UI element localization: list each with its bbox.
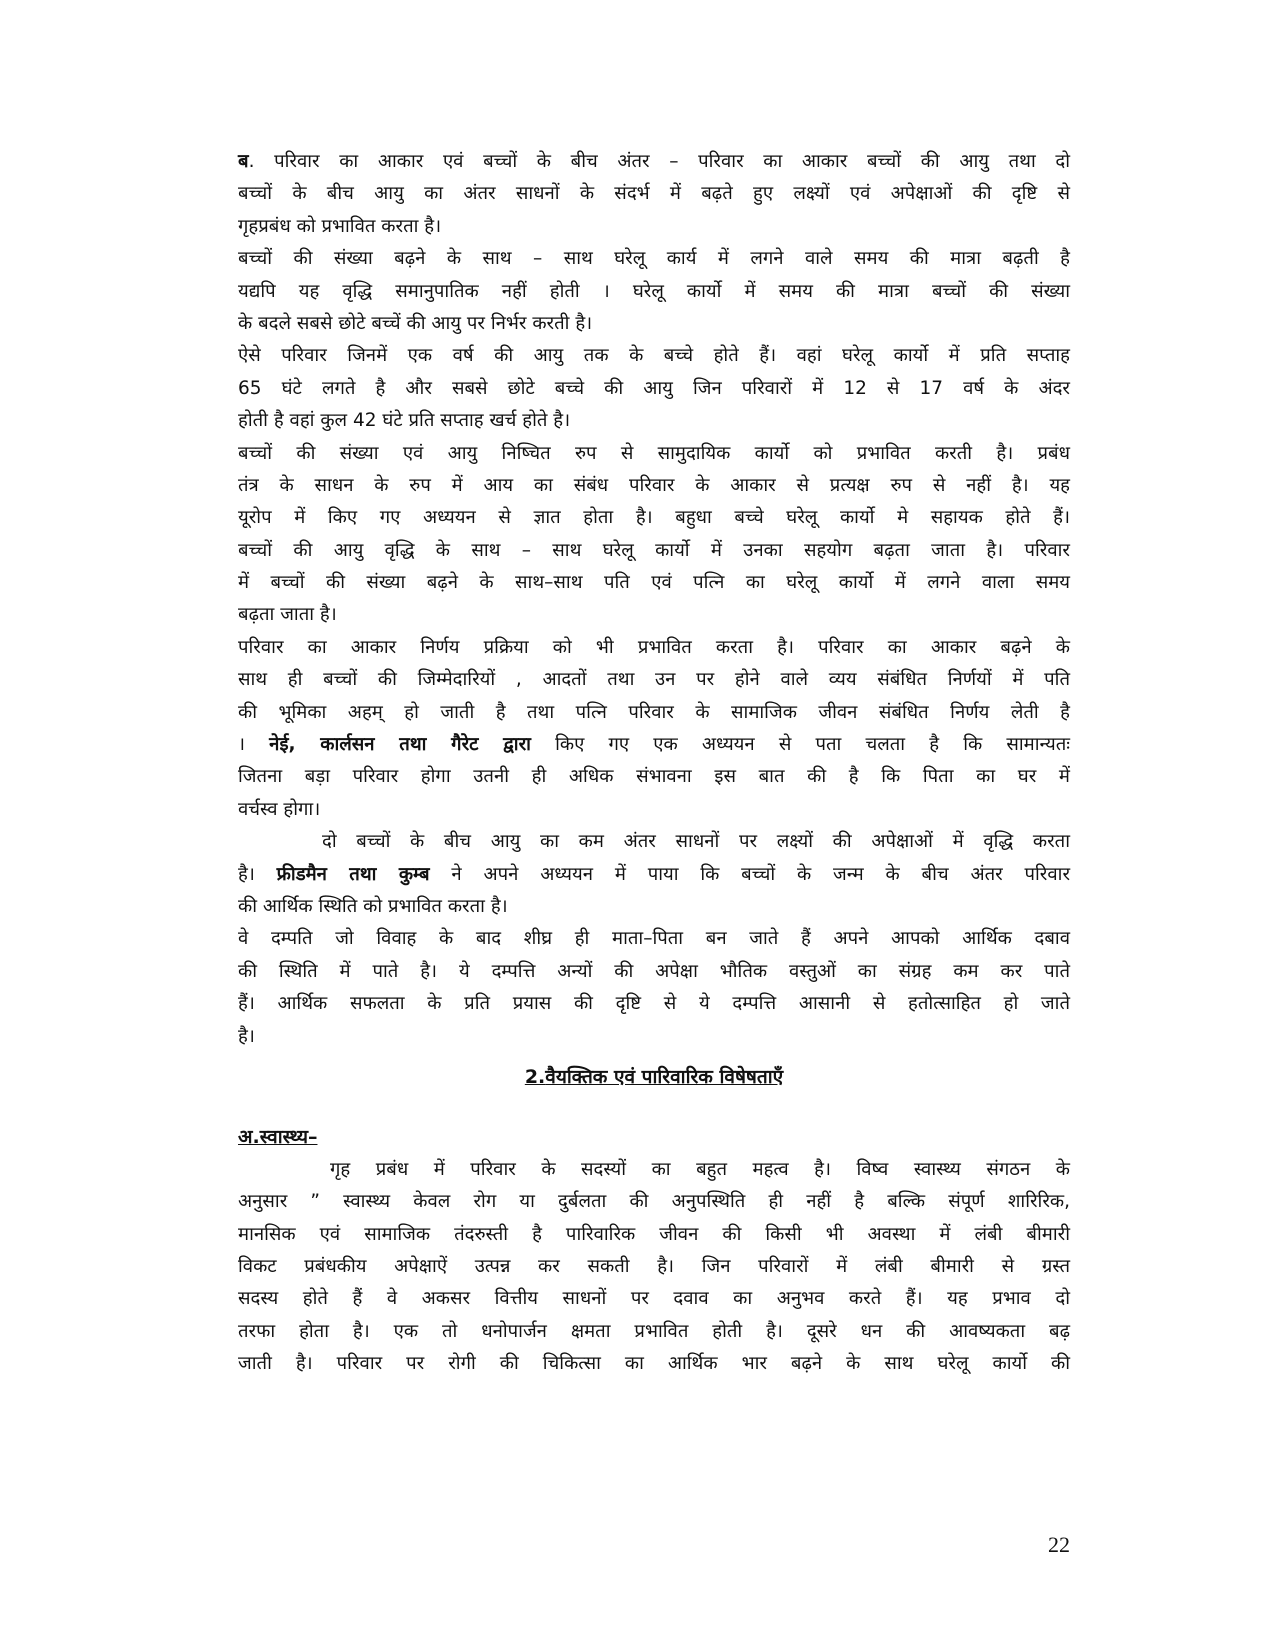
para-4-line-2: तंत्र के साधन के रुप में आय का संबंध परिवार के आकार से प्रत्यक्ष रुप से नहीं है। यह [238,474,1070,496]
section-heading-number: 2. [524,1065,546,1088]
health-line-1: गृह प्रबंध में परिवार के सदस्यों का बहुत महत्व है। विष्व स्वास्थ्य संगठन के [330,1158,1070,1180]
para-3-line-2: 65 घंटे लगते है और सबसे छोटे बच्चे की आयु जिन परिवारों में 12 से 17 वर्ष के अंदर [238,377,1070,399]
section-heading-title: वैयक्तिक एवं पारिवारिक विषेषताएँ [545,1065,784,1088]
section-b-line-1 [238,146,1070,178]
para-5-line-1: परिवार का आकार निर्णय प्रक्रिया को भी प्रभावित करता है। परिवार का आकार बढ़ने के [238,636,1070,658]
para-6-bold-names: फ्रीडमैन तथा कुम्ब [276,863,430,885]
para-4-line-5: में बच्चों की संख्या बढ़ने के साथ–साथ पति एवं पत्नि का घरेलू कार्यो में लगने वाला समय [238,572,1070,594]
para-5-line-6: वर्चस्व होगा। [238,798,321,820]
para-3-line-1: ऐसे परिवार जिनमें एक वर्ष की आयु तक के बच्चे होते हैं। वहां घरेलू कार्यो में प्रति सप्ताह [238,345,1070,367]
para-4-line-3: यूरोप में किए गए अध्ययन से ज्ञात होता है। बहुधा बच्चे घरेलू कार्यो मे सहायक होते हैं। [238,507,1070,529]
para-5-line-5: जितना बड़ा परिवार होगा उतनी ही अधिक संभावना इस बात की है कि पिता का घर में [238,766,1070,788]
health-line-3: मानसिक एवं सामाजिक तंदरुस्ती है पारिवारिक जीवन की किसी भी अवस्था में लंबी बीमारी [238,1223,1070,1245]
health-line-2: अनुसार ” स्वास्थ्य केवल रोग या दुर्बलता की अनुपस्थिति ही नहीं है बल्कि संपूर्ण शारिरिक, [238,1191,1070,1213]
para-6-prefix: है। [238,863,277,885]
para-5-bold-names: नेई, कार्लसन तथा गैरेट द्वारा [269,734,531,756]
para-7-line-3: हैं। आर्थिक सफलता के प्रति प्रयास की दृष्टि से ये दम्पत्ति आसानी से हतोत्साहित हो जाते [238,993,1070,1015]
para-2-line-1: बच्चों की संख्या बढ़ने के साथ – साथ घरेलू कार्य में लगने वाले समय की मात्रा बढ़ती है [238,248,1070,270]
page-body [238,146,1070,1380]
page-number: 22 [1048,1532,1070,1557]
para-5-line-2: साथ ही बच्चों की जिम्मेदारियों , आदतों तथा उन पर होने वाले व्यय संबंधित निर्णयों में पति [238,669,1070,691]
section-b-line-3: गृहप्रबंध को प्रभावित करता है। [238,215,442,237]
para-5-line-3: की भूमिका अहम् हो जाती है तथा पत्नि परिवार के सामाजिक जीवन संबंधित निर्णय लेती है [238,701,1070,723]
para-2-line-2: यद्यपि यह वृद्धि समानुपातिक नहीं होती । घरेलू कार्यो में समय की मात्रा बच्चों की संख्या [238,280,1070,302]
para-3-line-3: होती है वहां कुल 42 घंटे प्रति सप्ताह खर्च होते है। [238,410,571,432]
para-5-prefix: । [238,734,270,756]
section-b-letter: ब [238,151,249,172]
para-2-line-3: के बदले सबसे छोटे बच्चें की आयु पर निर्भर करती है। [238,312,593,334]
para-6-line-2 [238,859,1070,891]
para-6-line-3: की आर्थिक स्थिति को प्रभावित करता है। [238,895,508,917]
section-b-line-2: बच्चों के बीच आयु का अंतर साधनों के संदर्भ में बढ़ते हुए लक्ष्यों एवं अपेक्षाओं की दृष्टि से [238,183,1070,205]
health-line-6: तरफा होता है। एक तो धनोपार्जन क्षमता प्रभावित होती है। दूसरे धन की आवष्यकता बढ़ [238,1320,1070,1342]
section-b-line-1-text: . परिवार का आकार एवं बच्चों के बीच अंतर – परिवार का आकार बच्चों की आयु तथा दो [248,151,1070,172]
section-heading [238,1061,1070,1093]
health-line-5: सदस्य होते हैं वे अकसर वित्तीय साधनों पर दवाव का अनुभव करते हैं। यह प्रभाव दो [238,1288,1070,1310]
para-6-suffix: ने अपने अध्ययन में पाया कि बच्चों के जन्म के बीच अंतर परिवार [429,863,1071,885]
para-7-line-2: की स्थिति में पाते है। ये दम्पत्ति अन्यों की अपेक्षा भौतिक वस्तुओं का संग्रह कम कर पाते [238,960,1070,982]
para-7-line-1: वे दम्पति जो विवाह के बाद शीघ्र ही माता–पिता बन जाते हैं अपने आपको आर्थिक दबाव [238,928,1070,950]
para-4-line-4: बच्चों की आयु वृद्धि के साथ – साथ घरेलू कार्यो में उनका सहयोग बढ़ता जाता है। परिवार [238,539,1070,561]
health-line-7: जाती है। परिवार पर रोगी की चिकित्सा का आर्थिक भार बढ़ने के साथ घरेलू कार्यो की [238,1353,1070,1375]
para-5-line-4 [238,729,1070,761]
para-7-line-4: है। [238,1025,255,1047]
para-4-line-1: बच्चों की संख्या एवं आयु निष्चित रुप से सामुदायिक कार्यो को प्रभावित करती है। प्रबंध [238,442,1070,464]
health-subheading: अ.स्वास्थ्य– [238,1126,318,1149]
health-line-4: विकट प्रबंधकीय अपेक्षाऐं उत्पन्न कर सकती है। जिन परिवारों में लंबी बीमारी से ग्रस्त [238,1255,1070,1277]
para-6-line-1: दो बच्चों के बीच आयु का कम अंतर साधनों पर लक्ष्यों की अपेक्षाओं में वृद्धि करता [322,831,1070,853]
para-4-line-6: बढ़ता जाता है। [238,604,337,626]
para-5-suffix: किए गए एक अध्ययन से पता चलता है कि सामान्यतः [530,734,1070,756]
